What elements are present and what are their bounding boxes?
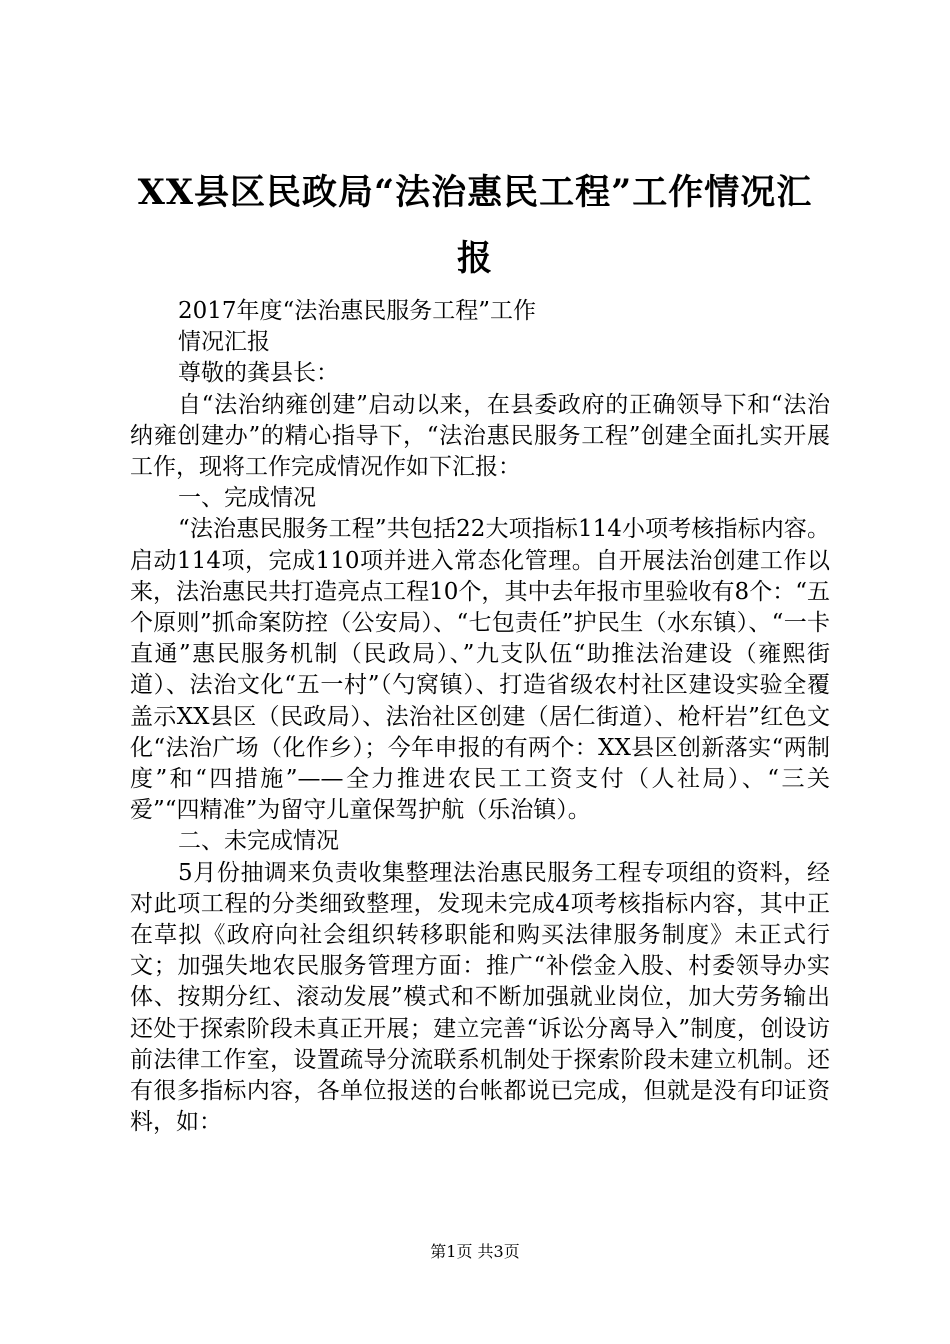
- section-heading-incomplete: 二、未完成情况: [178, 828, 339, 855]
- intro-paragraph: 自“法治纳雍创建”启动以来，在县委政府的正确领导下和“法治纳雍创建办”的精心指导下，“法治惠民服务工程”创建全面扎实开展工作，现将工作完成情况作如下汇报：: [130, 391, 830, 480]
- document-body: [130, 296, 830, 1138]
- subtitle-line-2: 情况汇报: [178, 329, 270, 356]
- completed-paragraph: “法治惠民服务工程”共包括22大项指标114小项考核指标内容。启动114项，完成110项并进入常态化管理。自开展法治创建工作以来，法治惠民共打造亮点工程10个，其中去年报市里验收有8个：“五个原则”抓命案防控（公安局）、“七包责任”护民生（水东镇）、“一卡直通”惠民服务机制（民政局）、”九支队伍“助推法治建设（雍熙街道）、法治文化“五一村”（勺窝镇）、打造省级农村社区建设实验全覆盖示XX县区（民政局）、法治社区创建（居仁街道）、枪杆岩”红色文化“法治广场（化作乡）；今年申报的有两个：XX县区创新落实“两制度”和“四措施”——全力推进农民工工资支付（人社局）、“三关爱”“四精准”为留守儿童保驾护航（乐治镇）。: [130, 516, 830, 824]
- incomplete-paragraph: 5月份抽调来负责收集整理法治惠民服务工程专项组的资料，经对此项工程的分类细致整理，发现未完成4项考核指标内容，其中正在草拟《政府向社会组织转移职能和购买法律服务制度》未正式行文；加强失地农民服务管理方面：推广“补偿金入股、村委领导办实体、按期分红、滚动发展”模式和不断加强就业岗位，加大劳务输出还处于探索阶段未真正开展；建立完善“诉讼分离导入”制度，创设访前法律工作室，设置疏导分流联系机制处于探索阶段未建立机制。还有很多指标内容，各单位报送的台帐都说已完成，但就是没有印证资料，如：: [130, 859, 830, 1136]
- subtitle-line-1: 2017年度“法治惠民服务工程”工作: [178, 298, 537, 324]
- page-footer: 第1页 共3页: [430, 1242, 520, 1261]
- section-heading-completed: 一、完成情况: [178, 485, 316, 512]
- document-title: XX县区民政局“法治惠民工程”工作情况汇报: [137, 172, 813, 279]
- salutation: 尊敬的龚县长：: [178, 360, 339, 387]
